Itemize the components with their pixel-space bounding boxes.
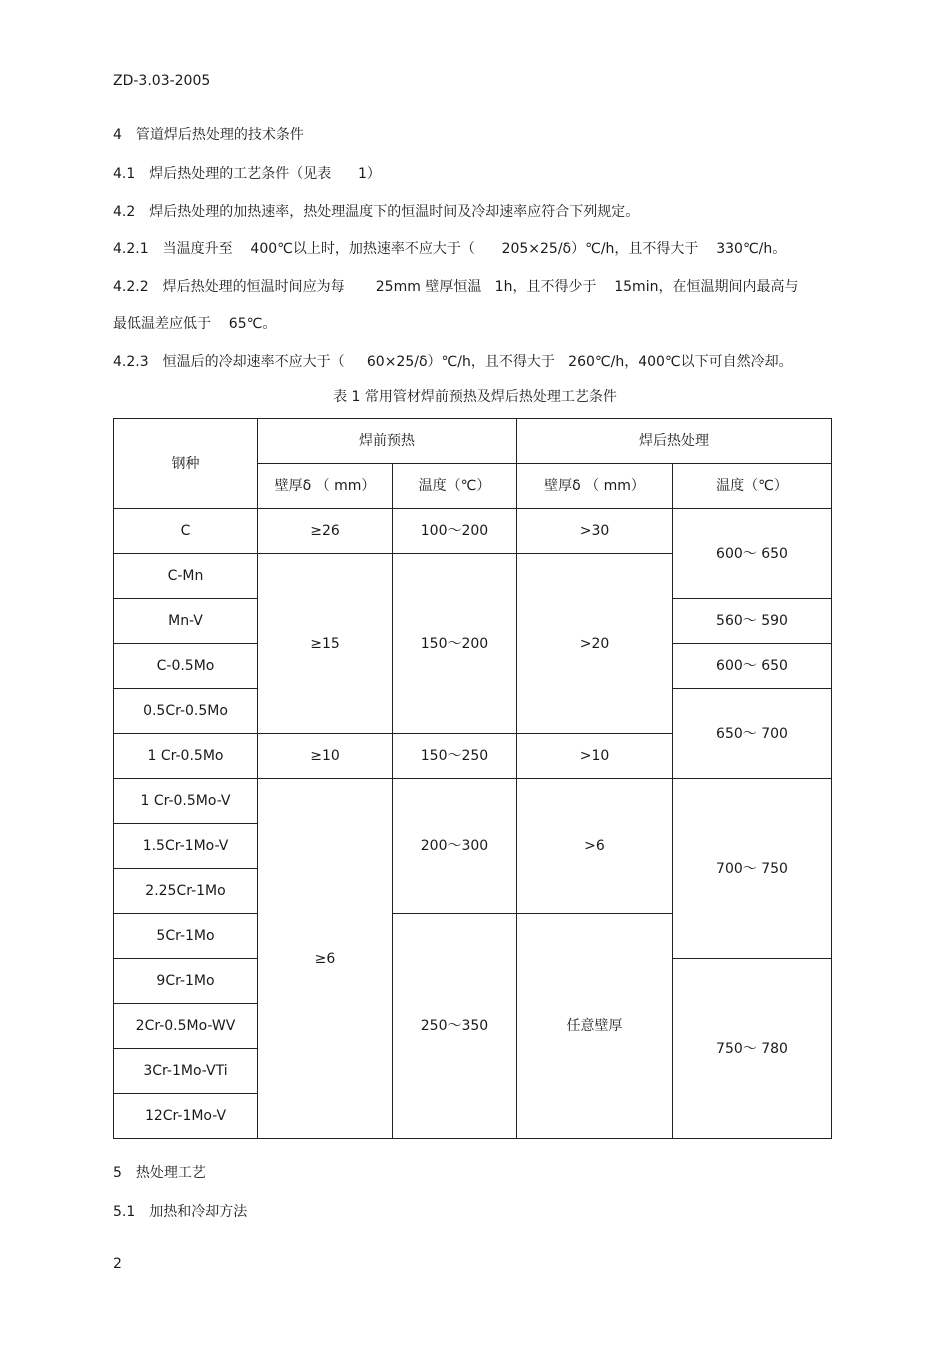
header-preheat-thickness: 壁厚δ （ mm） bbox=[258, 464, 393, 509]
pwht-temperature-cell: 750～ 780 bbox=[673, 959, 832, 1139]
steel-grade-cell: Mn-V bbox=[114, 599, 258, 644]
preheat-thickness-cell: ≥6 bbox=[258, 779, 393, 1139]
section-5-heading bbox=[113, 1164, 206, 1182]
steel-grade-cell: 9Cr-1Mo bbox=[114, 959, 258, 1004]
section-4-heading bbox=[113, 126, 304, 144]
clause-4-2-1 bbox=[113, 240, 786, 258]
pwht-temperature-cell: 560～ 590 bbox=[673, 599, 832, 644]
preheat-thickness-cell: ≥26 bbox=[258, 509, 393, 554]
pwht-temperature-cell: 600～ 650 bbox=[673, 509, 832, 599]
preheat-temperature-cell: 100～200 bbox=[393, 509, 517, 554]
section-title: 热处理工艺 bbox=[135, 1165, 206, 1181]
clause-text: 焊后热处理的加热速率，热处理温度下的恒温时间及冷却速率应符合下列规定。 bbox=[149, 204, 640, 220]
clause-5-1 bbox=[113, 1203, 247, 1221]
section-title: 管道焊后热处理的技术条件 bbox=[135, 127, 304, 143]
section-number: 5 bbox=[113, 1165, 122, 1181]
clause-number: 5.1 bbox=[113, 1204, 136, 1220]
preheat-temperature-cell: 150～200 bbox=[393, 554, 517, 734]
steel-grade-cell: 1 Cr-0.5Mo-V bbox=[114, 779, 258, 824]
preheat-temperature-cell: 150～250 bbox=[393, 734, 517, 779]
clause-number: 4.2.2 bbox=[113, 279, 149, 295]
pwht-thickness-cell: >6 bbox=[517, 779, 673, 914]
clause-text: 焊后热处理的工艺条件（见表 1） bbox=[149, 166, 381, 182]
preheat-thickness-cell: ≥15 bbox=[258, 554, 393, 734]
header-pwht: 焊后热处理 bbox=[517, 419, 832, 464]
clause-number: 4.1 bbox=[113, 166, 136, 182]
steel-grade-cell: 1.5Cr-1Mo-V bbox=[114, 824, 258, 869]
clause-number: 4.2.1 bbox=[113, 241, 149, 257]
pwht-temperature-cell: 650～ 700 bbox=[673, 689, 832, 779]
header-preheat-temperature: 温度（℃） bbox=[393, 464, 517, 509]
preheat-thickness-cell: ≥10 bbox=[258, 734, 393, 779]
table-header-row bbox=[114, 419, 832, 464]
pwht-thickness-cell: >20 bbox=[517, 554, 673, 734]
pwht-temperature-cell: 600～ 650 bbox=[673, 644, 832, 689]
header-pwht-thickness: 壁厚δ （ mm） bbox=[517, 464, 673, 509]
steel-grade-cell: 12Cr-1Mo-V bbox=[114, 1094, 258, 1139]
clause-4-2-2-continued: 最低温差应低于 65℃。 bbox=[113, 316, 277, 332]
header-preheat: 焊前预热 bbox=[258, 419, 517, 464]
preheat-temperature-cell: 200～300 bbox=[393, 779, 517, 914]
clause-4-2-3 bbox=[113, 353, 793, 371]
clause-number: 4.2 bbox=[113, 204, 136, 220]
clause-text: 当温度升至 400℃以上时，加热速率不应大于（ 205×25/δ）℃/h，且不得大于 330℃/h。 bbox=[162, 241, 787, 257]
header-pwht-temperature: 温度（℃） bbox=[673, 464, 832, 509]
pwht-thickness-cell: >30 bbox=[517, 509, 673, 554]
clause-4-2 bbox=[113, 203, 639, 221]
pwht-thickness-cell: 任意壁厚 bbox=[517, 914, 673, 1139]
clause-4-1 bbox=[113, 165, 381, 183]
table-row bbox=[114, 509, 832, 554]
steel-grade-cell: C-Mn bbox=[114, 554, 258, 599]
pwht-temperature-cell: 700～ 750 bbox=[673, 779, 832, 959]
preheat-temperature-cell: 250～350 bbox=[393, 914, 517, 1139]
table-caption: 表 1 常用管材焊前预热及焊后热处理工艺条件 bbox=[333, 389, 617, 405]
steel-grade-cell: 2Cr-0.5Mo-WV bbox=[114, 1004, 258, 1049]
steel-grade-cell: 3Cr-1Mo-VTi bbox=[114, 1049, 258, 1094]
clause-text: 焊后热处理的恒温时间应为每 25mm 壁厚恒温 1h，且不得少于 15min，在恒温期间内最高与 bbox=[162, 279, 799, 295]
section-number: 4 bbox=[113, 127, 122, 143]
steel-grade-cell: 5Cr-1Mo bbox=[114, 914, 258, 959]
pwht-thickness-cell: >10 bbox=[517, 734, 673, 779]
table-row bbox=[114, 779, 832, 824]
steel-grade-cell: 2.25Cr-1Mo bbox=[114, 869, 258, 914]
page-number: 2 bbox=[113, 1256, 122, 1272]
header-steel-grade: 钢种 bbox=[114, 419, 258, 509]
steel-grade-cell: 0.5Cr-0.5Mo bbox=[114, 689, 258, 734]
steel-grade-cell: C-0.5Mo bbox=[114, 644, 258, 689]
clause-text: 恒温后的冷却速率不应大于（ 60×25/δ）℃/h，且不得大于 260℃/h，400℃以下可自然冷却。 bbox=[162, 354, 793, 370]
clause-number: 4.2.3 bbox=[113, 354, 149, 370]
steel-grade-cell: 1 Cr-0.5Mo bbox=[114, 734, 258, 779]
document-code: ZD-3.03-2005 bbox=[113, 73, 211, 89]
heat-treatment-table bbox=[113, 418, 832, 1139]
clause-title: 加热和冷却方法 bbox=[149, 1204, 248, 1220]
clause-4-2-2 bbox=[113, 278, 798, 296]
steel-grade-cell: C bbox=[114, 509, 258, 554]
